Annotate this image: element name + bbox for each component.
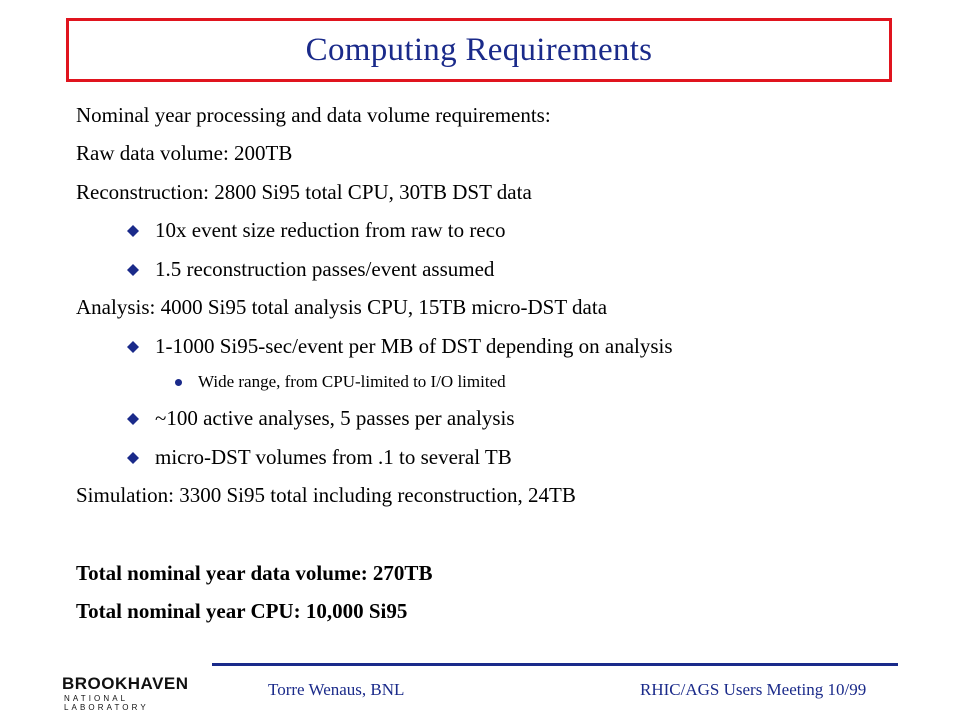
- text-line: Raw data volume: 200TB: [76, 141, 293, 165]
- text-line: Reconstruction: 2800 Si95 total CPU, 30TB DST data: [76, 180, 532, 204]
- bullet-line: ~100 active analyses, 5 passes per analysis: [155, 406, 515, 430]
- footer-author: Torre Wenaus, BNL: [268, 680, 405, 699]
- bullet-line: micro-DST volumes from .1 to several TB: [155, 445, 512, 469]
- text-line: Simulation: 3300 Si95 total including reconstruction, 24TB: [76, 483, 576, 507]
- brookhaven-logo: [62, 674, 212, 710]
- logo-wordmark: BROOKHAVEN: [62, 674, 189, 693]
- diamond-bullet-icon: [127, 264, 139, 276]
- footer-divider: [212, 663, 898, 666]
- footer-event: RHIC/AGS Users Meeting 10/99: [640, 680, 867, 699]
- text-line: Nominal year processing and data volume requirements:: [76, 103, 551, 127]
- diamond-bullet-icon: [127, 225, 139, 237]
- diamond-bullet-icon: [127, 452, 139, 464]
- title-box: [66, 18, 892, 82]
- bullet-line: 10x event size reduction from raw to reco: [155, 218, 505, 242]
- dot-bullet-icon: [175, 379, 182, 386]
- sub-bullet-line: Wide range, from CPU-limited to I/O limited: [198, 370, 506, 394]
- diamond-bullet-icon: [127, 413, 139, 425]
- bullet-line: 1-1000 Si95-sec/event per MB of DST depending on analysis: [155, 334, 673, 358]
- summary-line: Total nominal year CPU: 10,000 Si95: [76, 599, 408, 623]
- logo-subtitle: NATIONAL LABORATORY: [64, 694, 149, 712]
- summary-line: Total nominal year data volume: 270TB: [76, 561, 433, 585]
- text-line: Analysis: 4000 Si95 total analysis CPU, 15TB micro-DST data: [76, 295, 608, 319]
- diamond-bullet-icon: [127, 341, 139, 353]
- bullet-line: 1.5 reconstruction passes/event assumed: [155, 257, 494, 281]
- slide-title: Computing Requirements: [305, 31, 653, 68]
